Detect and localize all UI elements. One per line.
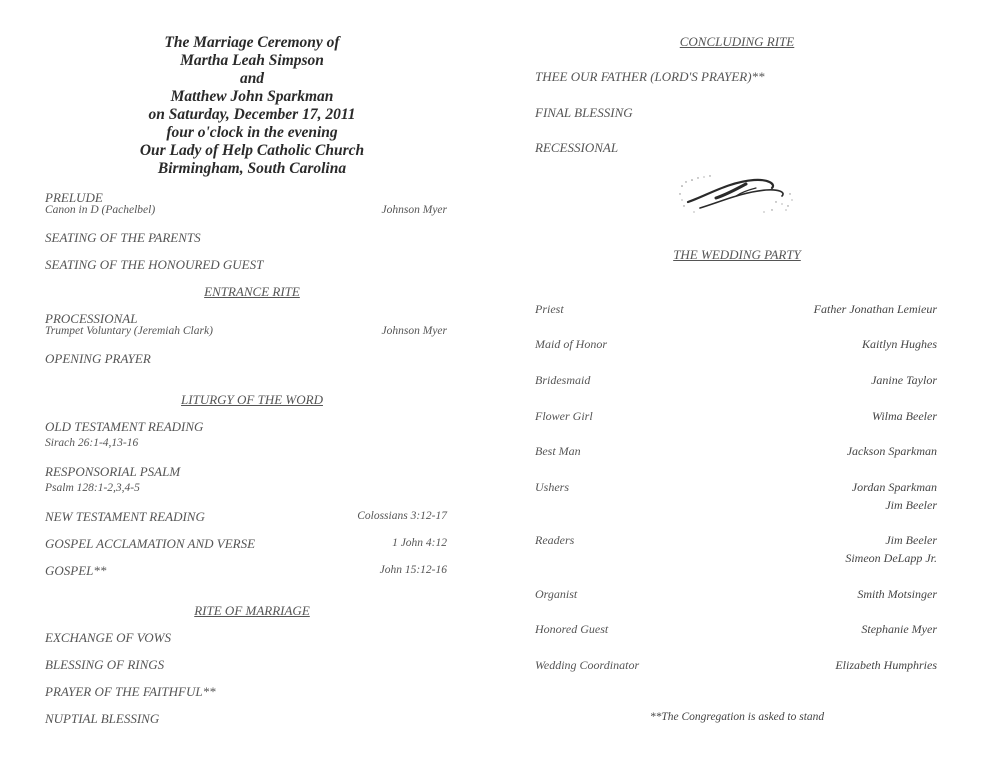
party-role: Organist — [535, 587, 578, 601]
processional-label: PROCESSIONAL — [45, 311, 138, 326]
old-testament-ref: Sirach 26:1-4,13-16 — [45, 437, 139, 449]
party-name: Wilma Beeler — [872, 409, 937, 423]
party-name: Father Jonathan Lemieur — [813, 302, 937, 316]
groom-name: Matthew John Sparkman — [170, 88, 334, 105]
gospel-label: GOSPEL** — [45, 563, 107, 578]
heading-line: and — [239, 70, 265, 87]
heading-line: The Marriage Ceremony of — [164, 34, 340, 51]
party-role: Wedding Coordinator — [535, 658, 640, 672]
congregation-footnote: **The Congregation is asked to stand — [649, 711, 825, 723]
new-testament-label: NEW TESTAMENT READING — [45, 509, 205, 524]
party-role: Ushers — [535, 480, 570, 494]
flourish-ornament-icon — [676, 168, 796, 218]
processional-piece: Trumpet Voluntary (Jeremiah Clark) — [45, 325, 213, 337]
old-testament-label: OLD TESTAMENT READING — [45, 419, 204, 434]
party-name: Elizabeth Humphries — [835, 658, 937, 672]
nuptial-blessing: NUPTIAL BLESSING — [45, 711, 160, 726]
psalm-label: RESPONSORIAL PSALM — [45, 464, 181, 479]
party-role: Readers — [535, 533, 575, 547]
psalm-ref: Psalm 128:1-2,3,4-5 — [45, 482, 140, 494]
party-name: Jordan Sparkman — [851, 480, 937, 494]
prelude-label: PRELUDE — [45, 190, 103, 205]
gospel-ref: John 15:12-16 — [379, 564, 447, 576]
prelude-performer: Johnson Myer — [381, 204, 447, 216]
opening-prayer: OPENING PRAYER — [45, 351, 151, 366]
recessional: RECESSIONAL — [535, 140, 619, 155]
party-role: Honored Guest — [535, 622, 609, 636]
section-entrance-rite: ENTRANCE RITE — [204, 284, 300, 299]
exchange-of-vows: EXCHANGE OF VOWS — [45, 630, 171, 645]
party-name: Smith Motsinger — [857, 587, 937, 601]
party-role: Priest — [535, 302, 564, 316]
final-blessing: FINAL BLESSING — [535, 105, 633, 120]
section-liturgy: LITURGY OF THE WORD — [181, 392, 323, 407]
blessing-of-rings: BLESSING OF RINGS — [45, 657, 165, 672]
section-rite-of-marriage: RITE OF MARRIAGE — [194, 603, 310, 618]
prayer-of-faithful: PRAYER OF THE FAITHFUL** — [45, 684, 216, 699]
party-role: Bridesmaid — [535, 373, 591, 387]
ceremony-venue: Our Lady of Help Catholic Church — [139, 142, 365, 159]
our-father: THEE OUR FATHER (LORD'S PRAYER)** — [535, 69, 765, 84]
prelude-piece: Canon in D (Pachelbel) — [45, 204, 156, 216]
ceremony-heading — [130, 34, 374, 178]
section-concluding-rite: CONCLUDING RITE — [679, 34, 795, 49]
party-name: Jackson Sparkman — [846, 444, 937, 458]
seating-parents: SEATING OF THE PARENTS — [45, 230, 201, 245]
party-role: Flower Girl — [535, 409, 593, 423]
ceremony-location: Birmingham, South Carolina — [157, 160, 347, 177]
bride-name: Martha Leah Simpson — [180, 52, 324, 69]
acclamation-label: GOSPEL ACCLAMATION AND VERSE — [45, 536, 256, 551]
processional-performer: Johnson Myer — [381, 325, 447, 337]
party-role: Best Man — [535, 444, 581, 458]
ceremony-time: four o'clock in the evening — [166, 124, 338, 141]
new-testament-ref: Colossians 3:12-17 — [357, 510, 447, 522]
party-name: Jim Beeler — [885, 498, 937, 512]
party-name: Jim Beeler — [885, 533, 937, 547]
ceremony-date: on Saturday, December 17, 2011 — [148, 106, 356, 123]
party-name: Stephanie Myer — [861, 622, 937, 636]
seating-guest: SEATING OF THE HONOURED GUEST — [45, 257, 264, 272]
party-name: Simeon DeLapp Jr. — [845, 551, 937, 565]
party-role: Maid of Honor — [535, 337, 607, 351]
acclamation-ref: 1 John 4:12 — [392, 537, 447, 549]
party-name: Janine Taylor — [871, 373, 937, 387]
party-name: Kaitlyn Hughes — [862, 337, 937, 351]
section-wedding-party: THE WEDDING PARTY — [673, 247, 801, 262]
